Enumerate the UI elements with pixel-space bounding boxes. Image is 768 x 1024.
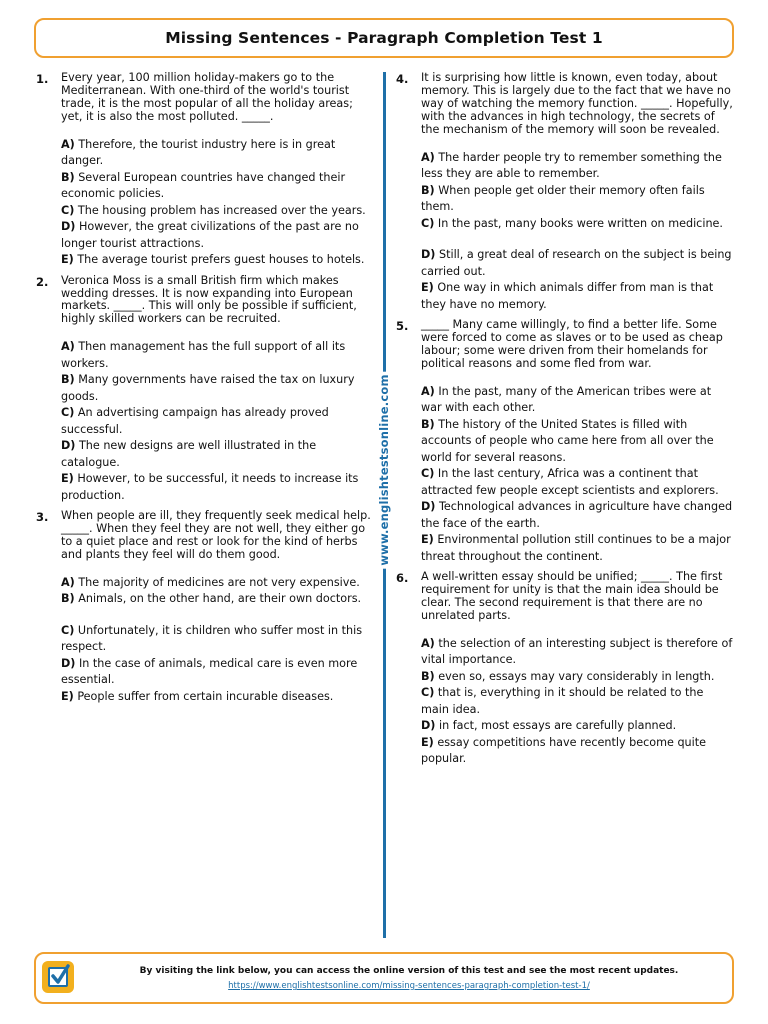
option-letter: C) xyxy=(421,216,435,230)
question-stem: A well-written essay should be unified; _____. The first requirement for unity is that the main idea should be clear. The second requirement is that there are no unrelated parts. xyxy=(421,570,723,622)
option-text: In the past, many books were written on medicine. xyxy=(437,216,723,230)
option-d[interactable] xyxy=(421,718,734,735)
option-text: in fact, most essays are carefully planned. xyxy=(438,719,677,733)
option-text: that is, everything in it should be related to the main idea. xyxy=(421,686,704,716)
option-letter: E) xyxy=(61,253,74,267)
option-e[interactable] xyxy=(421,735,734,768)
option-text: In the past, many of the American tribes were at war with each other. xyxy=(421,384,712,415)
option-letter: D) xyxy=(421,500,436,514)
option-text: Many governments have raised the tax on luxury goods. xyxy=(61,373,355,403)
option-letter: E) xyxy=(61,472,74,486)
question-5 xyxy=(396,319,734,565)
option-text: The majority of medicines are not very expensive. xyxy=(78,575,360,589)
option-letter: D) xyxy=(421,248,436,262)
question-stem: It is surprising how little is known, even today, about memory. This is largely due to the fact that we have no way of watching the memory function. _____. Hopefully, with the advances in high technology, the secrets of the mechanism of the memory will soon be revealed. xyxy=(421,71,733,136)
option-letter: A) xyxy=(61,575,75,589)
option-text: One way in which animals differ from man is that they have no memory. xyxy=(421,281,714,311)
option-e[interactable] xyxy=(421,280,734,313)
option-text: The harder people try to remember something the less they are able to remember. xyxy=(421,150,722,181)
option-letter: D) xyxy=(61,656,76,670)
options xyxy=(61,137,374,269)
question-number: 4. xyxy=(396,72,409,86)
option-letter: B) xyxy=(61,592,75,606)
watermark: www.englishtestsonline.com xyxy=(377,371,391,568)
option-text: Environmental pollution still continues to be a major threat throughout the continent. xyxy=(421,533,731,563)
option-text: The new designs are well illustrated in the catalogue. xyxy=(61,439,317,469)
option-text: An advertising campaign has already proved successful. xyxy=(61,406,329,436)
option-text: However, the great civilizations of the past are no longer tourist attractions. xyxy=(61,220,359,250)
question-number: 2. xyxy=(36,274,49,289)
option-letter: A) xyxy=(61,137,75,151)
option-d[interactable] xyxy=(421,247,734,280)
option-c[interactable] xyxy=(421,216,734,233)
option-e[interactable] xyxy=(421,532,734,565)
option-d[interactable] xyxy=(61,656,374,689)
footer-link[interactable]: https://www.englishtestsonline.com/missing-sentences-paragraph-completion-test-1/ xyxy=(228,981,590,991)
question-2 xyxy=(36,275,374,505)
option-text: In the case of animals, medical care is even more essential. xyxy=(61,656,358,687)
option-letter: A) xyxy=(421,384,435,398)
options xyxy=(421,150,734,314)
option-letter: E) xyxy=(421,735,434,749)
title-box xyxy=(34,18,734,58)
footer-text: By visiting the link below, you can access the online version of this test and see the most recent updates. xyxy=(139,966,679,976)
option-letter: B) xyxy=(421,183,435,197)
option-text: Animals, on the other hand, are their own doctors. xyxy=(78,592,362,606)
option-a[interactable] xyxy=(421,636,734,669)
option-letter: B) xyxy=(61,170,75,184)
option-text: essay competitions have recently become quite popular. xyxy=(421,735,707,766)
question-number: 6. xyxy=(396,571,409,586)
left-column xyxy=(36,72,374,705)
option-c[interactable] xyxy=(61,623,374,656)
option-c[interactable] xyxy=(61,203,374,220)
option-text: People suffer from certain incurable diseases. xyxy=(77,689,334,703)
option-text: Therefore, the tourist industry here is in great danger. xyxy=(61,137,336,168)
question-number: 5. xyxy=(396,319,409,334)
right-column xyxy=(396,72,734,768)
option-letter: D) xyxy=(61,439,76,453)
option-text: Unfortunately, it is children who suffer most in this respect. xyxy=(61,623,363,654)
option-letter: E) xyxy=(421,533,434,547)
option-text: When people get older their memory often fails them. xyxy=(421,183,705,214)
option-letter: C) xyxy=(61,203,75,217)
option-letter: B) xyxy=(421,417,435,431)
option-letter: E) xyxy=(421,281,434,295)
question-4 xyxy=(396,72,734,313)
options xyxy=(421,636,734,768)
question-stem: When people are ill, they frequently seek medical help. _____. When they feel they are not well, they either go to a quiet place and rest or look for the kind of herbs and plants they feel will do them good. xyxy=(61,509,371,561)
question-number: 1. xyxy=(36,72,49,86)
option-letter: E) xyxy=(61,689,74,703)
option-letter: B) xyxy=(421,669,435,683)
option-text: The housing problem has increased over the years. xyxy=(77,203,366,217)
options xyxy=(61,575,374,706)
option-d[interactable] xyxy=(61,219,374,252)
footer-box xyxy=(34,952,734,1004)
option-letter: C) xyxy=(421,686,435,700)
option-c[interactable] xyxy=(421,466,734,499)
option-e[interactable] xyxy=(61,689,374,706)
option-letter: A) xyxy=(421,636,435,650)
option-text: Then management has the full support of all its workers. xyxy=(61,340,346,370)
option-text: Several European countries have changed their economic policies. xyxy=(61,170,346,201)
option-b[interactable] xyxy=(421,417,734,467)
options xyxy=(61,339,374,504)
option-a[interactable] xyxy=(61,339,374,372)
option-text: the selection of an interesting subject is therefore of vital importance. xyxy=(421,636,733,667)
option-a[interactable] xyxy=(61,137,374,170)
option-d[interactable] xyxy=(421,499,734,532)
page-title: Missing Sentences - Paragraph Completion Test 1 xyxy=(165,29,603,47)
option-c[interactable] xyxy=(61,405,374,438)
question-stem: _____ Many came willingly, to find a better life. Some were forced to come as slaves or to be used as cheap labour; some were driven from their homelands for political reasons and some fled from war. xyxy=(421,318,723,370)
question-stem: Veronica Moss is a small British firm which makes wedding dresses. It is now expanding into European markets. _____. This will only be possible if sufficient, highly skilled workers can be recruited. xyxy=(61,273,357,326)
question-3 xyxy=(36,510,374,705)
option-text: even so, essays may vary considerably in length. xyxy=(438,669,715,683)
option-letter: C) xyxy=(421,467,435,481)
question-stem: Every year, 100 million holiday-makers go to the Mediterranean. With one-third of the world's tourist trade, it is the most popular of all the holiday areas; yet, it is also the most polluted. _____. xyxy=(61,71,353,123)
option-letter: D) xyxy=(61,220,76,234)
option-b[interactable] xyxy=(61,170,374,203)
option-c[interactable] xyxy=(421,685,734,718)
question-1 xyxy=(36,72,374,269)
option-b[interactable] xyxy=(61,372,374,405)
option-text: The history of the United States is filled with accounts of people who came here from all over the world for several reasons. xyxy=(421,417,714,464)
option-letter: D) xyxy=(421,719,436,733)
question-number: 3. xyxy=(36,510,49,525)
option-letter: C) xyxy=(61,406,75,420)
option-d[interactable] xyxy=(61,438,374,471)
option-a[interactable] xyxy=(61,575,374,592)
question-6 xyxy=(396,571,734,768)
option-a[interactable] xyxy=(421,150,734,183)
options xyxy=(421,384,734,566)
option-letter: A) xyxy=(421,150,435,164)
option-e[interactable] xyxy=(61,471,374,504)
option-letter: C) xyxy=(61,623,75,637)
option-e[interactable] xyxy=(61,252,374,269)
option-b[interactable] xyxy=(421,183,734,216)
option-text: Still, a great deal of research on the subject is being carried out. xyxy=(421,248,732,278)
option-text: However, to be successful, it needs to increase its production. xyxy=(61,472,359,502)
option-letter: B) xyxy=(61,373,75,387)
option-text: In the last century, Africa was a continent that attracted few people except scientists and explorers. xyxy=(421,467,719,497)
option-text: Technological advances in agriculture have changed the face of the earth. xyxy=(421,500,733,530)
checkbox-logo-icon xyxy=(42,961,74,993)
option-text: The average tourist prefers guest houses to hotels. xyxy=(77,253,365,267)
option-b[interactable] xyxy=(61,591,374,608)
option-a[interactable] xyxy=(421,384,734,417)
option-b[interactable] xyxy=(421,669,734,686)
option-letter: A) xyxy=(61,340,75,354)
